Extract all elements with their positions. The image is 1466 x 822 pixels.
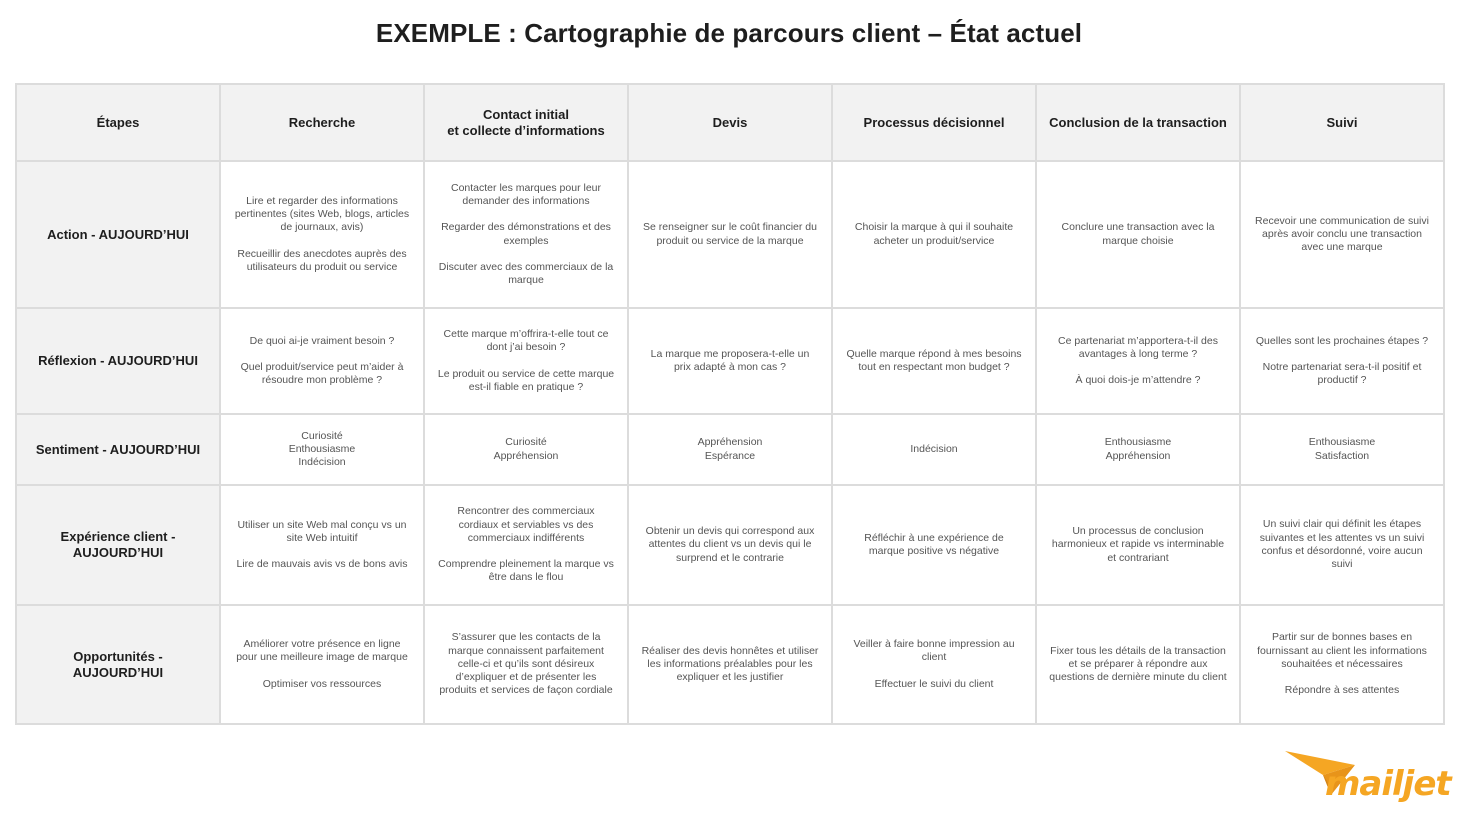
- table-cell: [220, 414, 424, 485]
- cell-text: Curiosité: [505, 436, 547, 449]
- table-cell: [832, 414, 1036, 485]
- row-header: Expérience client - AUJOURD’HUI: [16, 485, 220, 605]
- cell-text: Réfléchir à une expérience de marque positive vs négative: [864, 531, 1004, 557]
- cell-text: Rencontrer des commerciaux cordiaux et serviables vs des commerciaux indifférents: [457, 505, 595, 544]
- cell-text: Recevoir une communication de suivi après avoir conclu une transaction avec une marque: [1255, 214, 1429, 254]
- table-row: [16, 485, 1444, 605]
- table-cell: [1240, 485, 1444, 605]
- cell-text: Cette marque m’offrira-t-elle tout ce dont j’ai besoin ?: [443, 327, 609, 354]
- header-row: [16, 84, 1444, 161]
- table-cell: [1240, 308, 1444, 414]
- table-cell: [628, 605, 832, 724]
- table-cell: [628, 308, 832, 414]
- cell-text: Notre partenariat sera-t-il positif et productif ?: [1262, 360, 1422, 387]
- column-header-suivi: Suivi: [1240, 84, 1444, 161]
- cell-text: La marque me proposera-t-elle un prix adapté à mon cas ?: [650, 347, 810, 373]
- cell-text: Appréhension: [493, 449, 559, 462]
- table-cell: [424, 414, 628, 485]
- table-cell: [628, 161, 832, 308]
- table-row: [16, 414, 1444, 485]
- cell-text: Curiosité: [301, 429, 343, 442]
- table-cell: [424, 485, 628, 605]
- cell-text: Utiliser un site Web mal conçu vs un site Web intuitif: [237, 518, 407, 544]
- cell-text: Quelles sont les prochaines étapes ?: [1255, 334, 1429, 347]
- column-header-recherche: Recherche: [220, 84, 424, 161]
- row-header: Opportunités - AUJOURD’HUI: [16, 605, 220, 724]
- cell-text: Satisfaction: [1314, 449, 1370, 462]
- cell-text: Appréhension: [697, 436, 763, 449]
- table-cell: [220, 308, 424, 414]
- cell-text: Un suivi clair qui définit les étapes suivantes et les attentes vs un suivi confus et désordonné, voire aucun suivi: [1259, 518, 1425, 571]
- table-cell: [628, 414, 832, 485]
- cell-text: Enthousiasme: [1308, 436, 1376, 449]
- table-cell: [1036, 485, 1240, 605]
- table-cell: [1240, 161, 1444, 308]
- cell-text: Améliorer votre présence en ligne pour une meilleure image de marque: [236, 638, 408, 664]
- table-cell: [424, 161, 628, 308]
- cell-text: Se renseigner sur le coût financier du produit ou service de la marque: [643, 221, 817, 247]
- cell-text: Espérance: [704, 449, 756, 462]
- cell-text: Fixer tous les détails de la transaction et se préparer à répondre aux questions de dernière minute du client: [1049, 644, 1227, 684]
- cell-text: Un processus de conclusion harmonieux et rapide vs interminable et contrariant: [1051, 525, 1225, 564]
- row-header: Réflexion - AUJOURD’HUI: [16, 308, 220, 414]
- column-header-devis: Devis: [628, 84, 832, 161]
- journey-map-table: [15, 83, 1445, 725]
- table-cell: [220, 605, 424, 724]
- column-header-contact: Contact initial et collecte d’informations: [424, 84, 628, 161]
- cell-text: Choisir la marque à qui il souhaite acheter un produit/service: [854, 221, 1014, 247]
- table-cell: [1240, 605, 1444, 724]
- page-title: EXEMPLE : Cartographie de parcours client – État actuel: [375, 18, 1083, 48]
- cell-text: Comprendre pleinement la marque vs être dans le flou: [438, 558, 614, 584]
- cell-text: Optimiser vos ressources: [262, 677, 382, 690]
- column-header-etapes: Étapes: [16, 84, 220, 161]
- table-cell: [1036, 308, 1240, 414]
- row-header: Sentiment - AUJOURD’HUI: [16, 414, 220, 485]
- table-cell: [832, 605, 1036, 724]
- cell-text: Discuter avec des commerciaux de la marque: [438, 260, 614, 287]
- table-cell: [1036, 605, 1240, 724]
- cell-text: Indécision: [298, 456, 346, 469]
- cell-text: De quoi ai-je vraiment besoin ?: [249, 334, 395, 347]
- cell-text: Conclure une transaction avec la marque choisie: [1061, 221, 1215, 247]
- table-cell: [832, 308, 1036, 414]
- column-header-conclusion: Conclusion de la transaction: [1036, 84, 1240, 161]
- cell-text: Obtenir un devis qui correspond aux attentes du client vs un devis qui le surprend et le contrarie: [645, 525, 815, 564]
- table-cell: [1240, 414, 1444, 485]
- cell-text: Quel produit/service peut m’aider à résoudre mon problème ?: [240, 360, 404, 387]
- cell-text: Le produit ou service de cette marque est-il fiable en pratique ?: [437, 367, 615, 393]
- table-row: [16, 161, 1444, 308]
- cell-text: Veiller à faire bonne impression au client: [853, 638, 1015, 664]
- cell-text: Regarder des démonstrations et des exemples: [441, 221, 611, 247]
- cell-text: Partir sur de bonnes bases en fournissant au client les informations souhaitées et nécessaires: [1257, 631, 1427, 670]
- table-cell: [424, 308, 628, 414]
- table-cell: [1036, 161, 1240, 308]
- cell-text: S’assurer que les contacts de la marque connaissent parfaitement celle-ci et qu’ils sont désireux d’expliquer et de présenter les produits et services de façon cordiale: [439, 631, 613, 697]
- table-cell: [628, 485, 832, 605]
- table-row: [16, 308, 1444, 414]
- table-cell: [220, 485, 424, 605]
- cell-text: Répondre à ses attentes: [1284, 684, 1400, 697]
- column-header-processus: Processus décisionnel: [832, 84, 1036, 161]
- cell-text: Quelle marque répond à mes besoins tout en respectant mon budget ?: [846, 347, 1022, 373]
- logo-wordmark: mailjet: [1325, 764, 1451, 804]
- cell-text: Lire et regarder des informations pertinentes (sites Web, blogs, articles de journaux, avis): [234, 194, 410, 234]
- cell-text: Ce partenariat m’apportera-t-il des avantages à long terme ?: [1058, 334, 1218, 360]
- cell-text: Appréhension: [1105, 449, 1171, 462]
- cell-text: Indécision: [910, 442, 958, 455]
- cell-text: Enthousiasme: [288, 442, 356, 455]
- table-cell: [1036, 414, 1240, 485]
- cell-text: Enthousiasme: [1104, 436, 1172, 449]
- cell-text: À quoi dois-je m’attendre ?: [1075, 374, 1201, 387]
- cell-text: Recueillir des anecdotes auprès des utilisateurs du produit ou service: [237, 247, 407, 273]
- cell-text: Effectuer le suivi du client: [874, 677, 994, 690]
- cell-text: Contacter les marques pour leur demander des informations: [451, 181, 601, 207]
- table-cell: [832, 485, 1036, 605]
- table-cell: [220, 161, 424, 308]
- table-cell: [424, 605, 628, 724]
- row-header: Action - AUJOURD’HUI: [16, 161, 220, 308]
- cell-text: Lire de mauvais avis vs de bons avis: [236, 558, 408, 571]
- table-cell: [832, 161, 1036, 308]
- table-row: [16, 605, 1444, 724]
- cell-text: Réaliser des devis honnêtes et utiliser les informations préalables pour les expliquer et les justifier: [641, 644, 819, 684]
